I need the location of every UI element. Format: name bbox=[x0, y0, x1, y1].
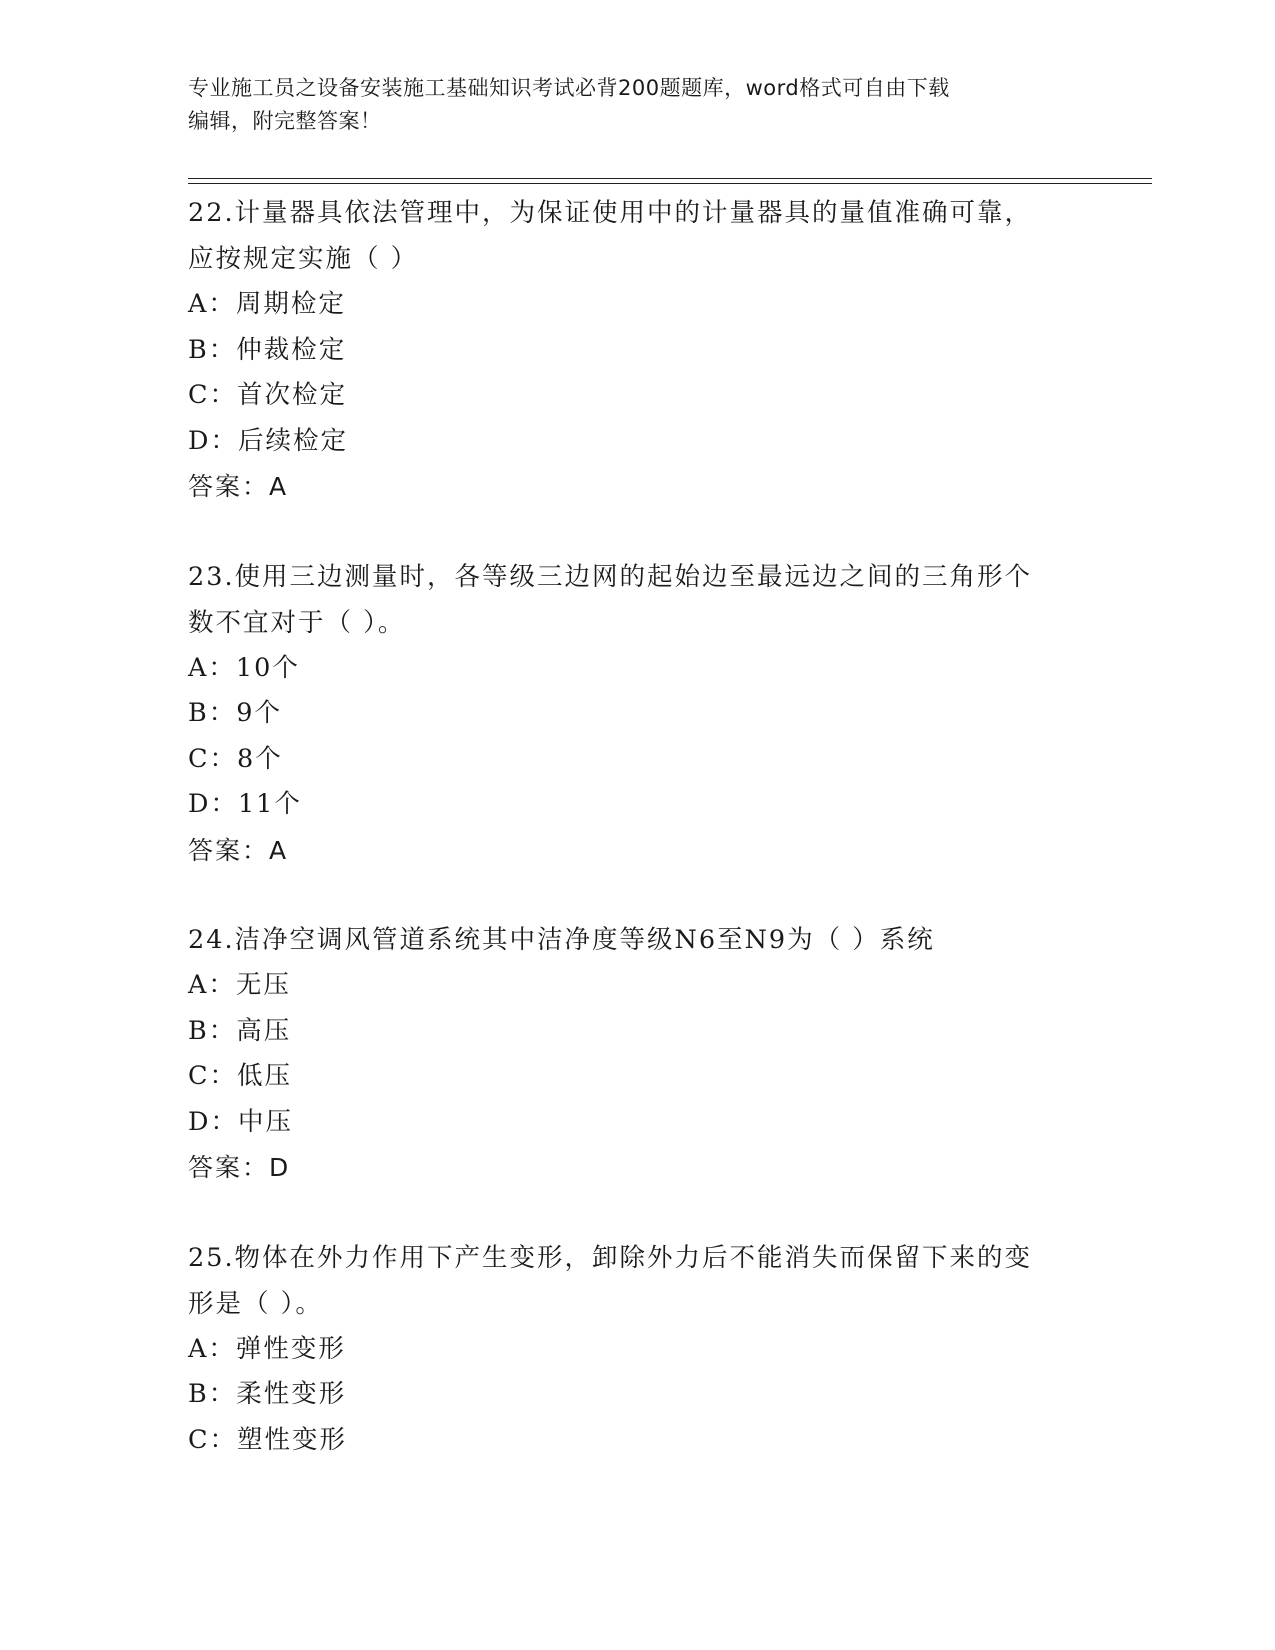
question-list bbox=[188, 190, 1088, 1507]
option-c: C：8个 bbox=[188, 743, 283, 774]
option-c: C：塑性变形 bbox=[188, 1424, 348, 1455]
question-25 bbox=[188, 1235, 1088, 1464]
option-b: B：柔性变形 bbox=[188, 1379, 347, 1409]
question-text: 25.物体在外力作用下产生变形，卸除外力后不能消失而保留下来的变 bbox=[188, 1242, 1033, 1273]
option-b: B：高压 bbox=[188, 1015, 292, 1046]
answer: 答案：D bbox=[188, 1153, 291, 1182]
header-line-1: 专业施工员之设备安装施工基础知识考试必背200题题库，word格式可自由下载 bbox=[188, 76, 950, 100]
header-line-2: 编辑，附完整答案！ bbox=[188, 109, 382, 133]
question-text: 23.使用三边测量时，各等级三边网的起始边至最远边之间的三角形个 bbox=[188, 561, 1033, 592]
option-b: B：仲裁检定 bbox=[188, 334, 347, 365]
option-a: A：10个 bbox=[188, 652, 300, 683]
answer: 答案：A bbox=[188, 472, 289, 501]
option-b: B：9个 bbox=[188, 698, 282, 728]
option-a: A：弹性变形 bbox=[188, 1333, 346, 1364]
option-d: D：后续检定 bbox=[188, 425, 348, 456]
option-a: A：周期检定 bbox=[188, 289, 346, 319]
option-a: A：无压 bbox=[188, 970, 291, 1000]
question-22 bbox=[188, 190, 1088, 510]
option-c: C：低压 bbox=[188, 1061, 293, 1091]
header-divider bbox=[188, 178, 1152, 184]
question-text-cont: 形是（ ）。 bbox=[188, 1288, 323, 1319]
question-24 bbox=[188, 917, 1088, 1191]
question-text-cont: 数不宜对于（ ）。 bbox=[188, 607, 406, 638]
option-c: C：首次检定 bbox=[188, 380, 348, 410]
question-text-cont: 应按规定实施（ ） bbox=[188, 244, 419, 274]
question-23 bbox=[188, 554, 1088, 874]
option-d: D：中压 bbox=[188, 1106, 293, 1137]
answer: 答案：A bbox=[188, 835, 289, 865]
option-d: D：11个 bbox=[188, 789, 302, 819]
question-text: 24.洁净空调风管道系统其中洁净度等级N6至N9为（ ）系统 bbox=[188, 925, 935, 955]
question-text: 22.计量器具依法管理中，为保证使用中的计量器具的量值准确可靠， bbox=[188, 198, 1033, 228]
document-header bbox=[188, 72, 1088, 138]
